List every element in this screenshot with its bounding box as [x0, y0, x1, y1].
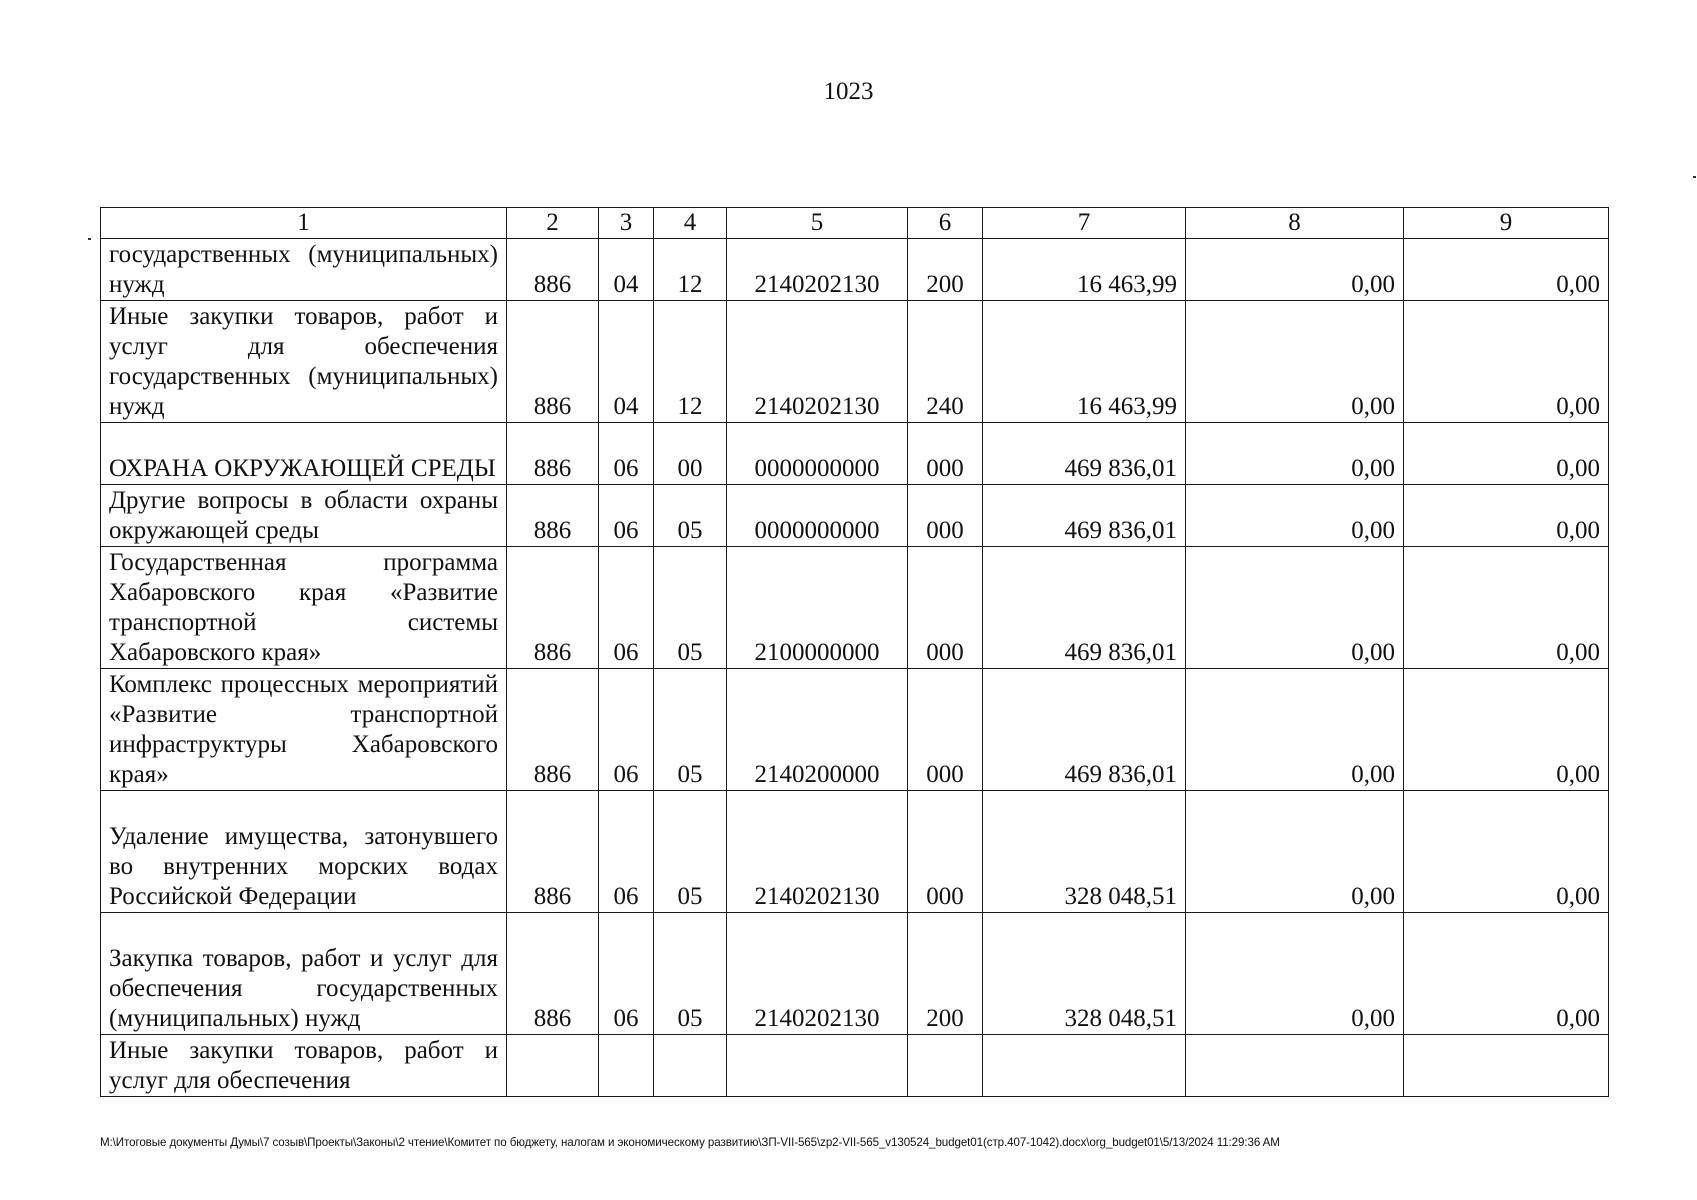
budget-item-name: Комплекс процессных мероприятий «Развитие транспортной инфраструктуры Хабаровского края» [101, 669, 507, 791]
subsection-code: 12 [654, 239, 727, 301]
target-article-code: 0000000000 [727, 485, 908, 547]
ministry-code: 886 [507, 547, 599, 669]
budget-item-name: Иные закупки товаров, работ и услуг для обеспечения государственных (муниципальных) нужд [101, 301, 507, 423]
amount-2025: 0,00 [1186, 913, 1404, 1035]
amount-2024: 328 048,51 [983, 913, 1186, 1035]
section-code: 06 [599, 485, 654, 547]
expense-type-code: 000 [908, 423, 983, 485]
amount-2026: 0,00 [1404, 913, 1609, 1035]
budget-item-name: Государственная программа Хабаровского края «Развитие транспортной системы Хабаровского края» [101, 547, 507, 669]
amount-2024: 328 048,51 [983, 791, 1186, 913]
budget-item-name: государственных (муниципальных) нужд [101, 239, 507, 301]
header-row [101, 208, 1609, 239]
header-cell-8: 8 [1186, 208, 1404, 239]
budget-item-name: Закупка товаров, работ и услуг для обеспечения государственных (муниципальных) нужд [101, 913, 507, 1035]
header-cell-2: 2 [507, 208, 599, 239]
ministry-code: 886 [507, 485, 599, 547]
amount-2025: 0,00 [1186, 301, 1404, 423]
budget-item-name: Удаление имущества, затонувшего во внутренних морских водах Российской Федерации [101, 791, 507, 913]
amount-2026: 0,00 [1404, 791, 1609, 913]
section-code [599, 1035, 654, 1097]
table-row [101, 669, 1609, 791]
section-code: 06 [599, 547, 654, 669]
subsection-code: 05 [654, 669, 727, 791]
subsection-code: 05 [654, 791, 727, 913]
target-article-code: 0000000000 [727, 423, 908, 485]
subsection-code: 05 [654, 485, 727, 547]
table-row [101, 301, 1609, 423]
ministry-code [507, 1035, 599, 1097]
header-cell-5: 5 [727, 208, 908, 239]
target-article-code: 2140202130 [727, 301, 908, 423]
target-article-code: 2140202130 [727, 913, 908, 1035]
amount-2026: 0,00 [1404, 669, 1609, 791]
table-row [101, 485, 1609, 547]
expense-type-code: 200 [908, 913, 983, 1035]
ministry-code: 886 [507, 239, 599, 301]
subsection-code: 05 [654, 913, 727, 1035]
expense-type-code: 000 [908, 669, 983, 791]
subsection-code: 12 [654, 301, 727, 423]
amount-2024: 469 836,01 [983, 547, 1186, 669]
budget-item-name: Иные закупки товаров, работ и услуг для обеспечения [101, 1035, 507, 1097]
header-cell-7: 7 [983, 208, 1186, 239]
expense-type-code: 000 [908, 547, 983, 669]
expense-type-code: 240 [908, 301, 983, 423]
ministry-code: 886 [507, 423, 599, 485]
expense-type-code: 200 [908, 239, 983, 301]
table-row [101, 791, 1609, 913]
amount-2024 [983, 1035, 1186, 1097]
amount-2025: 0,00 [1186, 547, 1404, 669]
expense-type-code: 000 [908, 791, 983, 913]
amount-2024: 16 463,99 [983, 301, 1186, 423]
amount-2024: 469 836,01 [983, 423, 1186, 485]
amount-2026: 0,00 [1404, 301, 1609, 423]
subsection-code: 05 [654, 547, 727, 669]
budget-item-name: ОХРАНА ОКРУЖАЮЩЕЙ СРЕДЫ [101, 423, 507, 485]
amount-2024: 16 463,99 [983, 239, 1186, 301]
table-row [101, 547, 1609, 669]
ministry-code: 886 [507, 301, 599, 423]
amount-2026: 0,00 [1404, 547, 1609, 669]
amount-2024: 469 836,01 [983, 485, 1186, 547]
section-code: 06 [599, 913, 654, 1035]
section-code: 06 [599, 669, 654, 791]
section-code: 06 [599, 791, 654, 913]
amount-2024: 469 836,01 [983, 669, 1186, 791]
ministry-code: 886 [507, 669, 599, 791]
ministry-code: 886 [507, 791, 599, 913]
subsection-code [654, 1035, 727, 1097]
header-cell-6: 6 [908, 208, 983, 239]
target-article-code: 2140200000 [727, 669, 908, 791]
amount-2025: 0,00 [1186, 669, 1404, 791]
target-article-code: 2100000000 [727, 547, 908, 669]
scan-speck [88, 238, 91, 240]
budget-item-name: Другие вопросы в области охраны окружающей среды [101, 485, 507, 547]
amount-2025: 0,00 [1186, 485, 1404, 547]
amount-2026: 0,00 [1404, 423, 1609, 485]
header-cell-3: 3 [599, 208, 654, 239]
target-article-code: 2140202130 [727, 791, 908, 913]
page-number: 1023 [823, 78, 874, 105]
amount-2026: 0,00 [1404, 239, 1609, 301]
expense-type-code: 000 [908, 485, 983, 547]
target-article-code: 2140202130 [727, 239, 908, 301]
scan-speck [1693, 176, 1696, 178]
header-cell-9: 9 [1404, 208, 1609, 239]
section-code: 04 [599, 301, 654, 423]
target-article-code [727, 1035, 908, 1097]
expense-type-code [908, 1035, 983, 1097]
budget-table [100, 207, 1609, 1097]
header-cell-4: 4 [654, 208, 727, 239]
amount-2026 [1404, 1035, 1609, 1097]
header-cell-1: 1 [101, 208, 507, 239]
table-row [101, 423, 1609, 485]
table-row [101, 239, 1609, 301]
amount-2025: 0,00 [1186, 423, 1404, 485]
subsection-code: 00 [654, 423, 727, 485]
table-row [101, 1035, 1609, 1097]
table-body [101, 208, 1609, 1097]
section-code: 06 [599, 423, 654, 485]
amount-2025: 0,00 [1186, 239, 1404, 301]
ministry-code: 886 [507, 913, 599, 1035]
section-code: 04 [599, 239, 654, 301]
footer-file-path: M:\Итоговые документы Думы\7 созыв\Проекты\Законы\2 чтение\Комитет по бюджету, налогам и экономическому развитию\ЗП-VII-565\zp2-VII-565_v130524_budget01(стр.407-1042).docx\org_budget01\5/13/2024 11:29:36 AM [100, 1136, 1280, 1149]
table-row [101, 913, 1609, 1035]
amount-2026: 0,00 [1404, 485, 1609, 547]
amount-2025 [1186, 1035, 1404, 1097]
amount-2025: 0,00 [1186, 791, 1404, 913]
